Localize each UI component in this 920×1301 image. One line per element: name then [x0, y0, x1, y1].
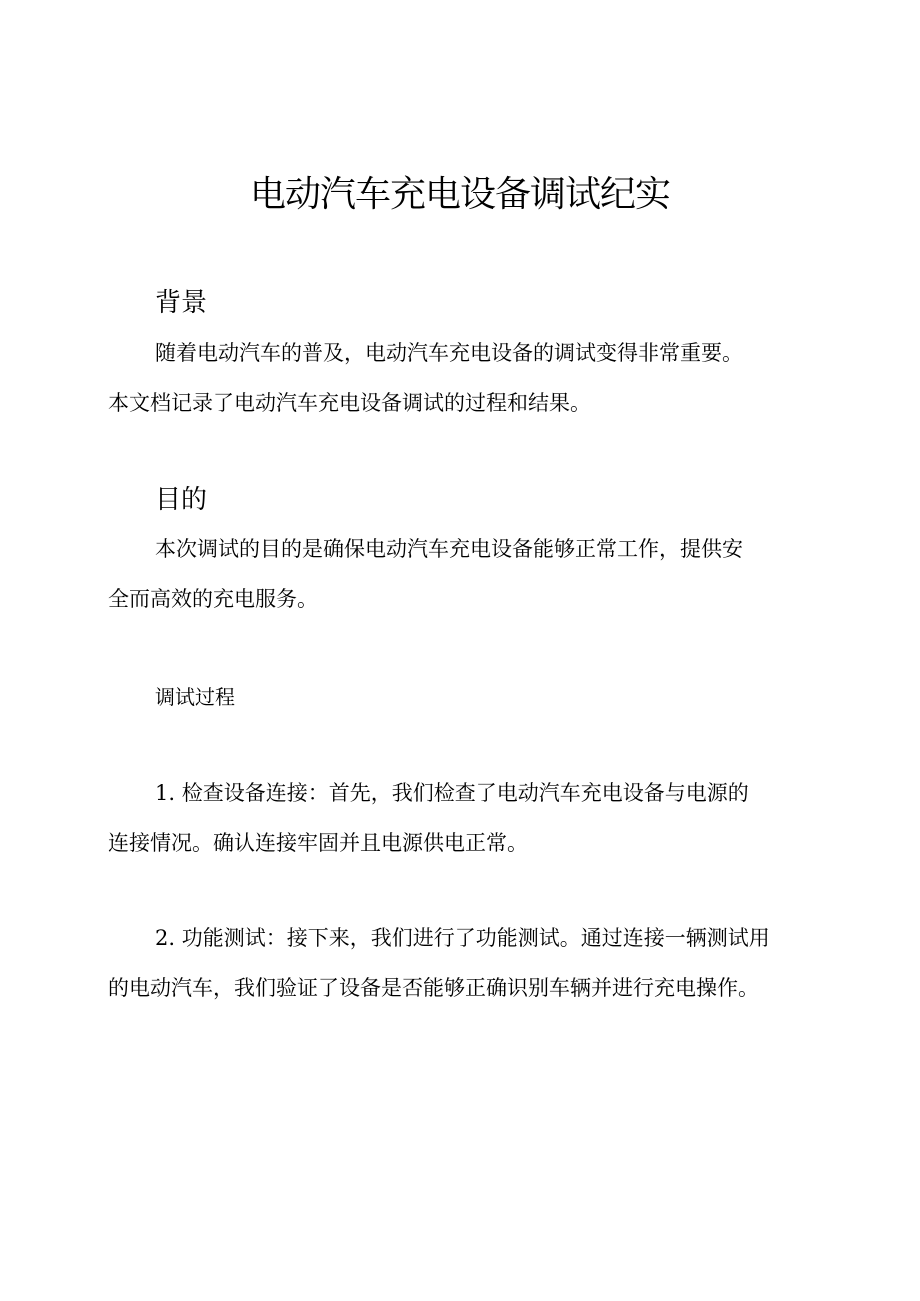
section-heading-background: 背景 — [155, 288, 208, 318]
paragraph-line: 连接情况。确认连接牢固并且电源供电正常。 — [108, 831, 528, 855]
paragraph-line: 1. 检查设备连接：首先，我们检查了电动汽车充电设备与电源的 — [155, 781, 749, 805]
document-title: 电动汽车充电设备调试纪实 — [249, 174, 670, 215]
paragraph-line: 全而高效的充电服务。 — [108, 587, 318, 611]
paragraph-line: 2. 功能测试：接下来，我们进行了功能测试。通过连接一辆测试用 — [155, 926, 770, 950]
paragraph-line: 本文档记录了电动汽车充电设备调试的过程和结果。 — [108, 391, 591, 415]
purpose-paragraph — [108, 524, 838, 624]
paragraph-line: 随着电动汽车的普及，电动汽车充电设备的调试变得非常重要。 — [155, 341, 743, 365]
section-heading-process: 调试过程 — [155, 685, 235, 709]
paragraph-line: 的电动汽车，我们验证了设备是否能够正确识别车辆并进行充电操作。 — [108, 976, 759, 1000]
process-step-2 — [108, 913, 838, 1013]
process-step-1 — [108, 768, 838, 868]
section-heading-purpose: 目的 — [155, 485, 208, 515]
paragraph-line: 本次调试的目的是确保电动汽车充电设备能够正常工作，提供安 — [155, 537, 743, 561]
background-paragraph — [108, 328, 838, 428]
